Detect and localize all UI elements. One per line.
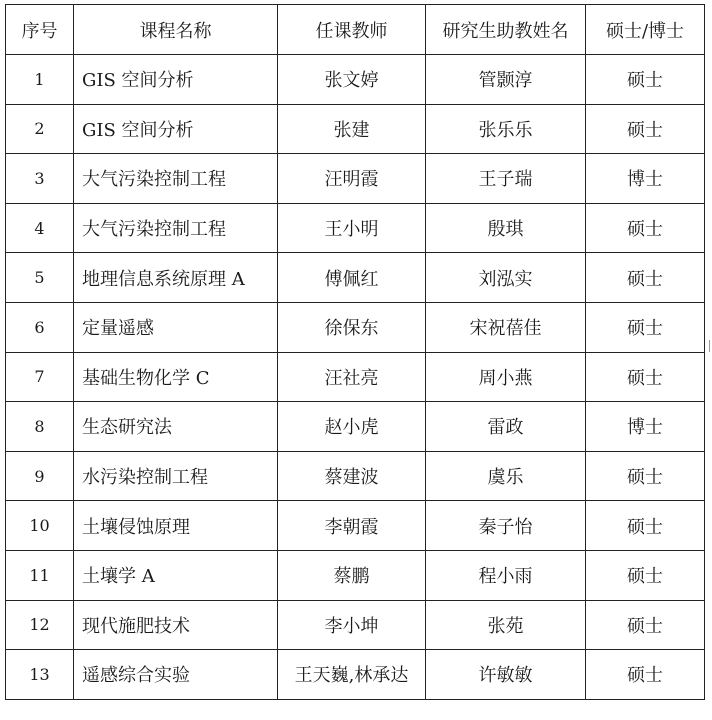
- course-name: 水污染控制工程: [74, 451, 278, 501]
- header-ta-name: 研究生助教姓名: [426, 5, 586, 55]
- table-row: [6, 302, 705, 352]
- table-row: [6, 600, 705, 650]
- teacher-name: 傅佩红: [278, 253, 426, 303]
- table-row: [6, 104, 705, 154]
- header-row: [6, 5, 705, 55]
- teacher-name: 汪明霞: [278, 154, 426, 204]
- course-name: 大气污染控制工程: [74, 203, 278, 253]
- table-row: [6, 402, 705, 452]
- course-name: 土壤侵蚀原理: [74, 501, 278, 551]
- teacher-name: 李朝霞: [278, 501, 426, 551]
- degree-level: 硕士: [586, 550, 705, 600]
- ta-name: 雷政: [426, 402, 586, 452]
- ta-name: 张乐乐: [426, 104, 586, 154]
- course-name: GIS 空间分析: [74, 55, 278, 105]
- degree-level: 博士: [586, 402, 705, 452]
- header-degree: 硕士/博士: [586, 5, 705, 55]
- table-header: [6, 5, 705, 55]
- degree-level: 博士: [586, 154, 705, 204]
- table-body: [6, 55, 705, 700]
- row-index: 8: [6, 402, 74, 452]
- ta-name: 管颢淳: [426, 55, 586, 105]
- course-name: 现代施肥技术: [74, 600, 278, 650]
- row-index: 10: [6, 501, 74, 551]
- ta-name: 许敏敏: [426, 650, 586, 700]
- header-course: 课程名称: [74, 5, 278, 55]
- row-index: 13: [6, 650, 74, 700]
- degree-level: 硕士: [586, 451, 705, 501]
- row-index: 2: [6, 104, 74, 154]
- table-row: [6, 352, 705, 402]
- row-index: 4: [6, 203, 74, 253]
- teacher-name: 李小坤: [278, 600, 426, 650]
- table-row: [6, 550, 705, 600]
- teacher-name: 王天巍,林承达: [278, 650, 426, 700]
- degree-level: 硕士: [586, 352, 705, 402]
- header-index: 序号: [6, 5, 74, 55]
- course-name: 生态研究法: [74, 402, 278, 452]
- course-name: 定量遥感: [74, 302, 278, 352]
- teacher-name: 蔡鹏: [278, 550, 426, 600]
- table-row: [6, 501, 705, 551]
- row-index: 3: [6, 154, 74, 204]
- table-row: [6, 650, 705, 700]
- header-teacher: 任课教师: [278, 5, 426, 55]
- ta-name: 殷琪: [426, 203, 586, 253]
- teacher-name: 蔡建波: [278, 451, 426, 501]
- row-index: 12: [6, 600, 74, 650]
- teacher-name: 张建: [278, 104, 426, 154]
- degree-level: 硕士: [586, 55, 705, 105]
- table-row: [6, 154, 705, 204]
- table-row: [6, 253, 705, 303]
- ta-name: 周小燕: [426, 352, 586, 402]
- teacher-name: 赵小虎: [278, 402, 426, 452]
- course-name: GIS 空间分析: [74, 104, 278, 154]
- ta-name: 秦子怡: [426, 501, 586, 551]
- table-row: [6, 203, 705, 253]
- degree-level: 硕士: [586, 203, 705, 253]
- ta-name: 王子瑞: [426, 154, 586, 204]
- teacher-name: 汪社亮: [278, 352, 426, 402]
- course-name: 土壤学 A: [74, 550, 278, 600]
- ta-assignment-table: [5, 4, 705, 700]
- degree-level: 硕士: [586, 600, 705, 650]
- table-row: [6, 451, 705, 501]
- table-row: [6, 55, 705, 105]
- ta-name: 刘泓实: [426, 253, 586, 303]
- row-index: 6: [6, 302, 74, 352]
- row-index: 9: [6, 451, 74, 501]
- ta-name: 虞乐: [426, 451, 586, 501]
- degree-level: 硕士: [586, 253, 705, 303]
- row-index: 1: [6, 55, 74, 105]
- row-index: 7: [6, 352, 74, 402]
- row-index: 5: [6, 253, 74, 303]
- course-name: 基础生物化学 C: [74, 352, 278, 402]
- course-name: 大气污染控制工程: [74, 154, 278, 204]
- course-name: 遥感综合实验: [74, 650, 278, 700]
- degree-level: 硕士: [586, 650, 705, 700]
- teacher-name: 王小明: [278, 203, 426, 253]
- degree-level: 硕士: [586, 501, 705, 551]
- row-index: 11: [6, 550, 74, 600]
- degree-level: 硕士: [586, 104, 705, 154]
- teacher-name: 张文婷: [278, 55, 426, 105]
- course-name: 地理信息系统原理 A: [74, 253, 278, 303]
- degree-level: 硕士: [586, 302, 705, 352]
- ta-name: 张苑: [426, 600, 586, 650]
- ta-name: 程小雨: [426, 550, 586, 600]
- teacher-name: 徐保东: [278, 302, 426, 352]
- ta-name: 宋祝蓓佳: [426, 302, 586, 352]
